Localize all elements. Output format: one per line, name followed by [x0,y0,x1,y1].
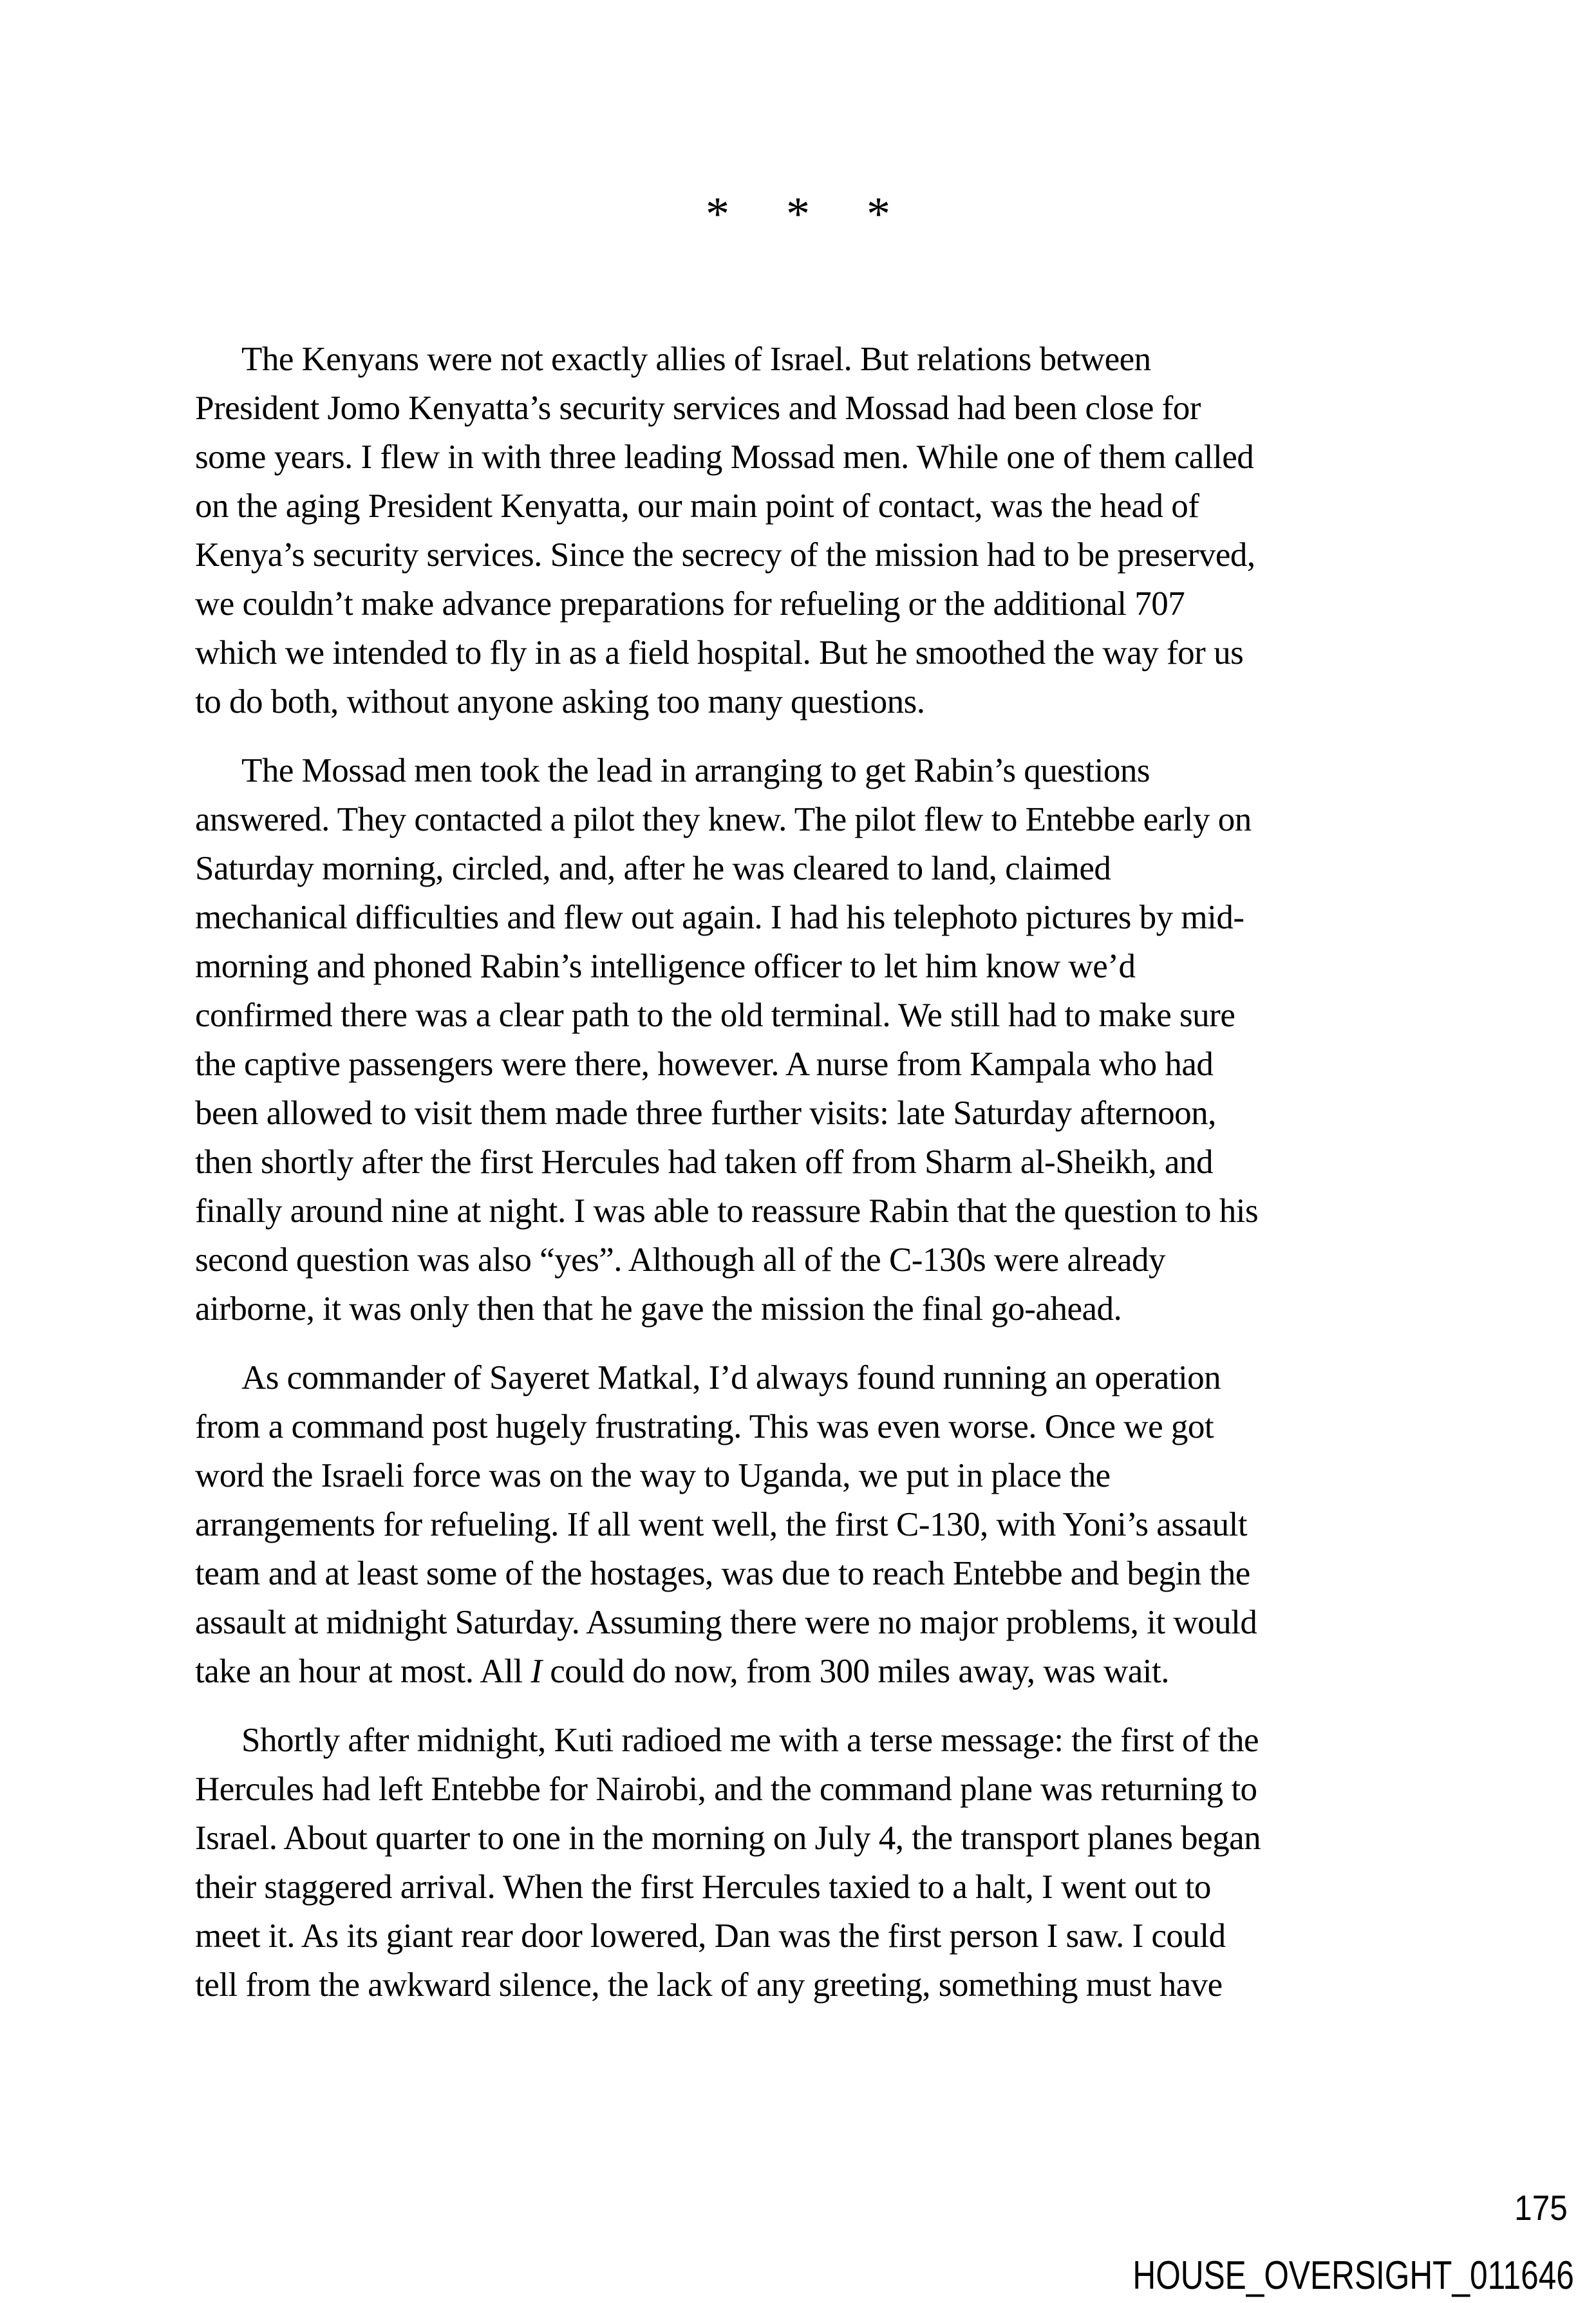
text-run: The Mossad men took the lead in arranging to get Rabin’s questions [241,752,1150,789]
text-line [195,433,1415,482]
paragraph [195,746,1415,1333]
text-run: Hercules had left Entebbe for Nairobi, and the command plane was returning to [195,1771,1257,1808]
text-line [195,1647,1415,1696]
text-line [195,942,1415,991]
text-run: on the aging President Kenyatta, our main point of contact, was the head of [195,487,1199,525]
text-line [195,1187,1415,1236]
text-line [195,628,1415,677]
text-line [195,1549,1415,1598]
text-line [195,579,1415,628]
text-line [195,893,1415,942]
text-line [195,1236,1415,1284]
text-line [195,1089,1415,1138]
text-line [195,1353,1415,1402]
text-run: Israel. About quarter to one in the morning on July 4, the transport planes began [195,1819,1261,1857]
asterisk: * [706,188,729,241]
text-run: morning and phoned Rabin’s intelligence officer to let him know we’d [195,948,1136,985]
paragraph [195,335,1415,726]
text-line [195,1451,1415,1500]
text-run: arrangements for refueling. If all went well, the first C-130, with Yoni’s assault [195,1506,1248,1543]
text-line [195,991,1415,1040]
text-run: word the Israeli force was on the way to Uganda, we put in place the [195,1457,1111,1494]
document-stamp: HOUSE_OVERSIGHT_011646 [1132,2253,1574,2298]
text-line [195,677,1415,726]
text-run: answered. They contacted a pilot they knew. The pilot flew to Entebbe early on [195,801,1252,838]
text-line [195,1912,1415,1960]
text-run: mechanical difficulties and flew out again. I had his telephoto pictures by mid- [195,899,1244,936]
text-run: their staggered arrival. When the first Hercules taxied to a halt, I went out to [195,1868,1211,1906]
text-line [195,795,1415,844]
paragraph [195,1353,1415,1696]
text-run: then shortly after the first Hercules had taken off from Sharm al-Sheikh, and [195,1143,1213,1181]
text-line [195,1814,1415,1863]
page-number: 175 [1514,2188,1568,2228]
text-line [195,335,1415,384]
text-line [195,1598,1415,1647]
text-run: As commander of Sayeret Matkal, I’d always found running an operation [241,1359,1221,1396]
text-run: airborne, it was only then that he gave the mission the final go-ahead. [195,1290,1122,1328]
text-run: been allowed to visit them made three further visits: late Saturday afternoon, [195,1095,1216,1132]
text-run: second question was also “yes”. Although all of the C-130s were already [195,1241,1165,1279]
text-run: tell from the awkward silence, the lack of any greeting, something must have [195,1966,1223,2004]
text-line [195,1765,1415,1814]
text-run: from a command post hugely frustrating. This was even worse. Once we got [195,1408,1214,1445]
text-line [195,1863,1415,1912]
text-run: confirmed there was a clear path to the old terminal. We still had to make sure [195,997,1235,1034]
text-line [195,1402,1415,1451]
text-run: which we intended to fly in as a field hospital. But he smoothed the way for us [195,634,1244,672]
paragraph [195,1716,1415,2009]
text-run: some years. I flew in with three leading Mossad men. While one of them called [195,438,1254,476]
text-run: take an hour at most. All [195,1653,531,1690]
text-line [195,746,1415,795]
text-line [195,844,1415,893]
italic-text: I [530,1653,542,1690]
section-separator [0,188,1596,241]
text-line [195,1716,1415,1765]
text-line [195,1960,1415,2009]
text-line [195,1138,1415,1187]
text-run: Kenya’s security services. Since the secrecy of the mission had to be preserved, [195,536,1255,574]
text-line [195,482,1415,531]
text-run: the captive passengers were there, however. A nurse from Kampala who had [195,1046,1214,1083]
text-line [195,1500,1415,1549]
text-line [195,1284,1415,1333]
text-run: assault at midnight Saturday. Assuming there were no major problems, it would [195,1604,1257,1641]
text-run: Shortly after midnight, Kuti radioed me with a terse message: the first of the [241,1722,1259,1759]
text-run: The Kenyans were not exactly allies of Israel. But relations between [241,341,1151,378]
text-line [195,1040,1415,1089]
text-run: President Jomo Kenyatta’s security services and Mossad had been close for [195,390,1201,427]
asterisk: * [867,188,890,241]
text-run: team and at least some of the hostages, was due to reach Entebbe and begin the [195,1555,1250,1592]
text-run: could do now, from 300 miles away, was wait. [541,1653,1169,1690]
asterisk: * [786,188,810,241]
text-line [195,384,1415,433]
text-run: we couldn’t make advance preparations for refueling or the additional 707 [195,585,1185,623]
text-run: to do both, without anyone asking too many questions. [195,683,925,720]
text-line [195,531,1415,579]
text-run: meet it. As its giant rear door lowered, Dan was the first person I saw. I could [195,1917,1226,1955]
text-run: finally around nine at night. I was able to reassure Rabin that the question to his [195,1192,1259,1230]
page-body [195,335,1415,2009]
text-run: Saturday morning, circled, and, after he was cleared to land, claimed [195,850,1111,887]
